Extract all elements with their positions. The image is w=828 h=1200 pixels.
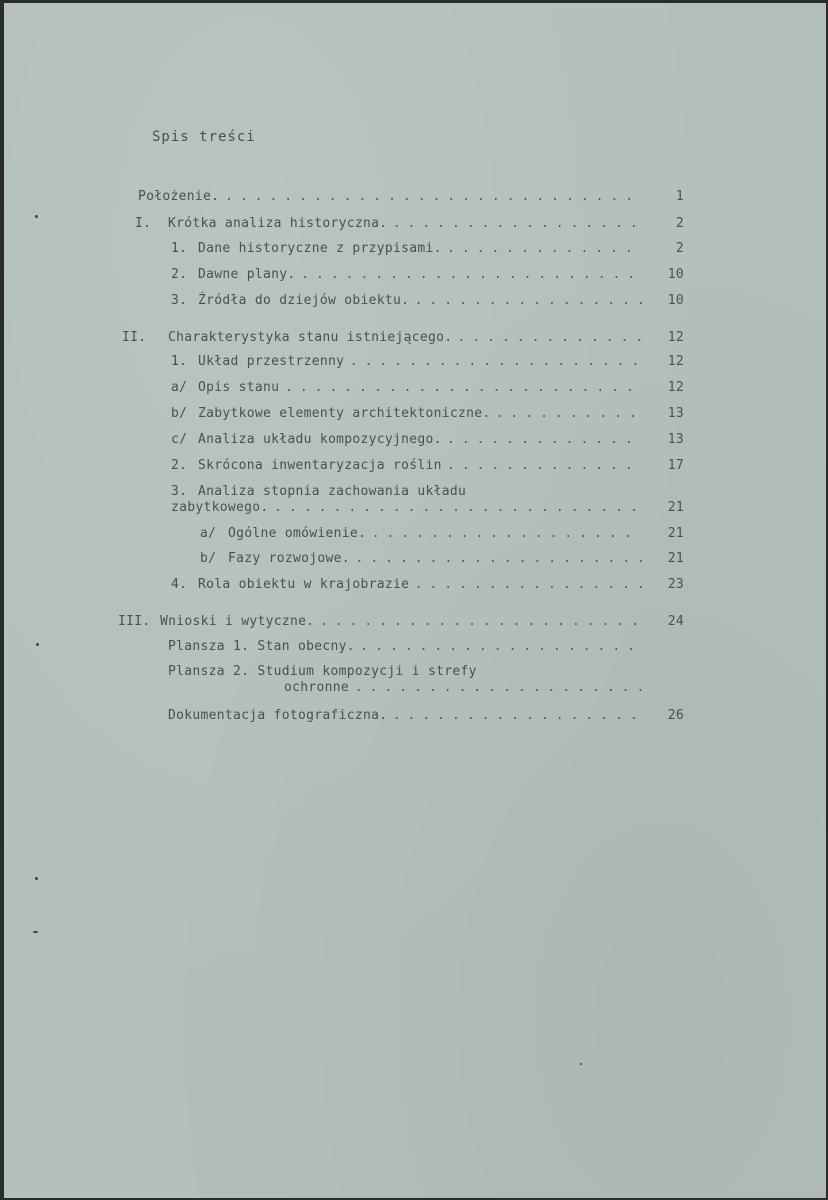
toc-entry-label: Dawne plany. [198, 267, 296, 282]
toc-entry-label: Rola obiektu w krajobrazie [198, 577, 410, 592]
toc-entry-label: Plansza 1. Stan obecny. [168, 639, 355, 654]
leader-dots: ............. [447, 458, 640, 473]
toc-entry-page: 2 [675, 216, 685, 231]
toc-entry-number: II. [122, 330, 147, 345]
toc-entry-label: Skrócona inwentaryzacja roślin [198, 458, 442, 473]
leader-dots: ................. [392, 708, 645, 723]
toc-entry-number: I. [135, 216, 152, 231]
toc-entry-number: 4. [171, 577, 188, 592]
leader-dots: .................... [349, 354, 647, 369]
toc-entry-label: Dane historyczne z przypisami. [198, 241, 442, 256]
toc-entry-number: 1. [171, 354, 188, 369]
toc-entry-number: 1. [171, 241, 188, 256]
toc-entry-label: Układ przestrzenny [198, 354, 345, 369]
toc-entry-page: 21 [667, 526, 685, 541]
toc-entry-page: 13 [667, 432, 685, 447]
toc-entry-number: a/ [200, 526, 217, 541]
toc-entry-label: Wnioski i wytyczne. [160, 614, 315, 629]
leader-dots: ....................... [301, 267, 643, 282]
leader-dots: ............................ [225, 189, 641, 204]
toc-entry-number: b/ [171, 406, 188, 421]
leader-dots: ................... [360, 639, 643, 654]
leader-dots: ................. [392, 216, 645, 231]
toc-entry-label: Zabytkowe elementy architektoniczne. [198, 406, 491, 421]
leader-dots: ............. [457, 330, 651, 345]
leader-dots: .................... [355, 551, 653, 566]
toc-entry-page: 10 [667, 293, 685, 308]
toc-entry-number: c/ [171, 432, 188, 447]
leader-dots: .......... [495, 406, 644, 421]
page-title: Spis treści [152, 129, 256, 145]
leader-dots: ........................ [285, 380, 641, 395]
toc-entry-label: Opis stanu [198, 380, 280, 395]
toc-entry-label: Dokumentacja fotograficzna. [168, 708, 388, 723]
leader-dots: ............. [447, 432, 640, 447]
toc-entry-number: 2. [171, 267, 188, 282]
toc-entry-page: 21 [667, 500, 685, 515]
toc-entry-label-continued: ochronne [284, 680, 350, 695]
margin-dot [33, 931, 38, 933]
toc-entry-page: 26 [667, 708, 685, 723]
toc-entry-number: 3. [171, 484, 188, 499]
toc-entry-label: Krótka analiza historyczna. [168, 216, 388, 231]
leader-dots: ......................... [274, 500, 645, 515]
toc-entry-label: Ogólne omówienie. [228, 526, 367, 541]
leader-dots: ................ [414, 577, 652, 592]
toc-entry-label: Analiza układu kompozycyjnego. [198, 432, 442, 447]
toc-entry-label: Analiza stopnia zachowania układu [198, 484, 467, 499]
toc-entry-label: Źródła do dziejów obiektu. [198, 293, 410, 308]
toc-entry-label: Charakterystyka stanu istniejącego. [168, 330, 453, 345]
leader-dots: ................ [414, 293, 652, 308]
margin-dot [36, 643, 39, 646]
toc-entry-label-continued: zabytkowego. [171, 500, 269, 515]
toc-entry-page: 24 [667, 614, 685, 629]
toc-entry-page: 23 [667, 577, 685, 592]
toc-entry-label: Położenie. [138, 189, 220, 204]
toc-entry-number: a/ [171, 380, 188, 395]
toc-entry-page: 21 [667, 551, 685, 566]
margin-dot [580, 1063, 582, 1065]
toc-entry-page: 10 [667, 267, 685, 282]
toc-entry-page: 13 [667, 406, 685, 421]
toc-entry-label: Plansza 2. Studium kompozycji i strefy [168, 664, 477, 679]
margin-dot [35, 215, 38, 218]
toc-entry-page: 12 [667, 330, 685, 345]
toc-entry-page: 12 [667, 380, 685, 395]
toc-entry-page: 17 [667, 458, 685, 473]
toc-entry-number: 2. [171, 458, 188, 473]
toc-entry-label: Fazy rozwojowe. [228, 551, 350, 566]
toc-entry-number: b/ [200, 551, 217, 566]
toc-entry-page: 12 [667, 354, 685, 369]
margin-dot [35, 877, 38, 880]
leader-dots: .................... [354, 680, 652, 695]
leader-dots: ...................... [319, 614, 647, 629]
toc-entry-number: 3. [171, 293, 188, 308]
toc-entry-page: 1 [675, 189, 685, 204]
toc-entry-number: III. [118, 614, 151, 629]
toc-entry-page: 2 [675, 241, 685, 256]
leader-dots: ............. [447, 241, 640, 256]
leader-dots: .................. [371, 526, 639, 541]
document-page [4, 3, 826, 1198]
